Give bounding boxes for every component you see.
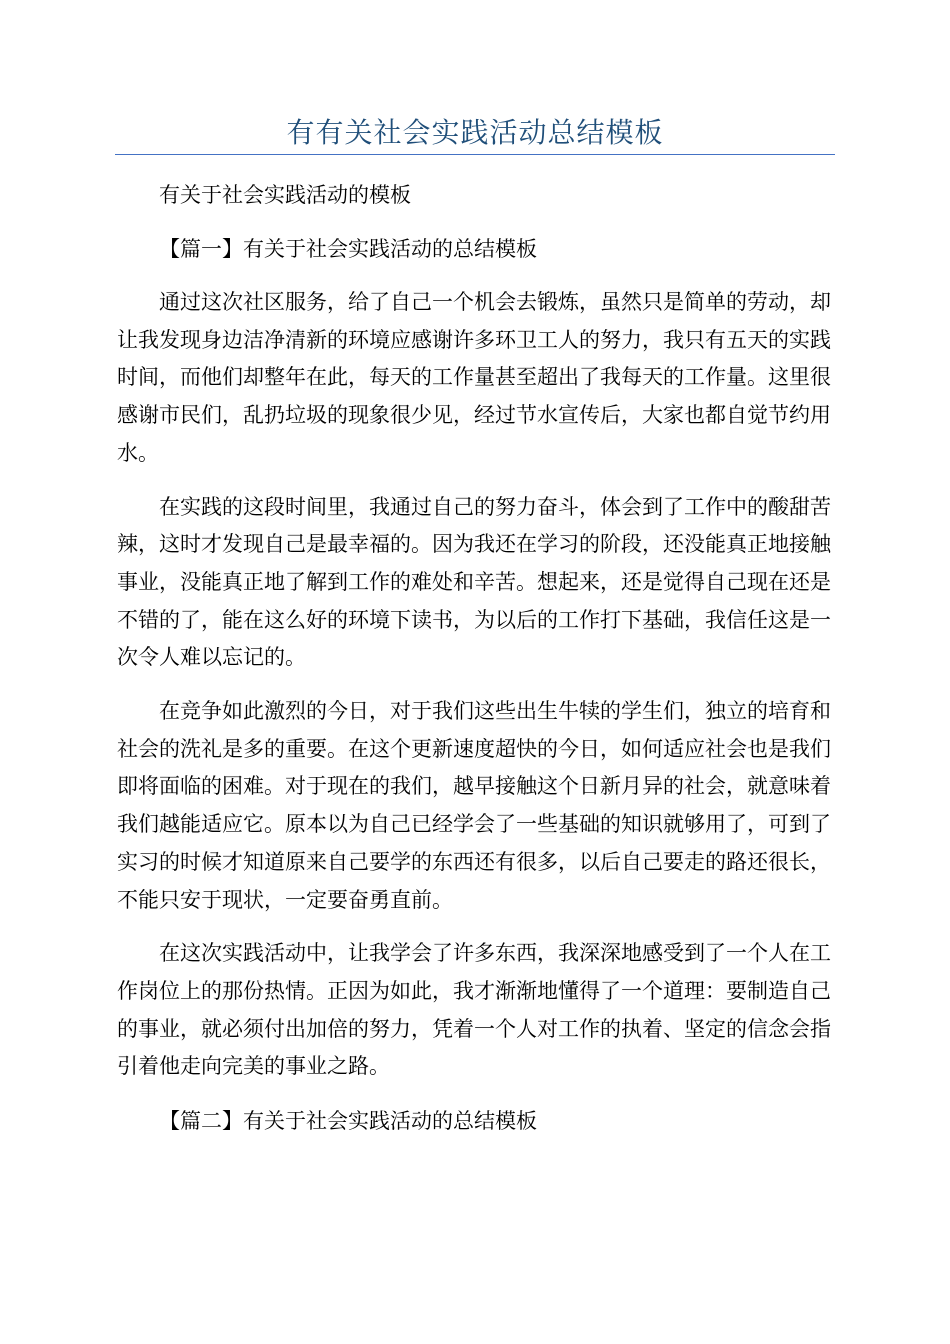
paragraph-3: 在竞争如此激烈的今日，对于我们这些出生牛犊的学生们，独立的培育和社会的洗礼是多的重要。在这个更新速度超快的今日，如何适应社会也是我们即将面临的困难。对于现在的我们，越早接触这个日新月异的社会，就意味着我们越能适应它。原本以为自己已经学会了一些基础的知识就够用了，可到了实习的时候才知道原来自己要学的东西还有很多，以后自己要走的路还很长，不能只安于现状，一定要奋勇直前。 bbox=[117, 699, 831, 912]
section-one-heading: 【篇一】有关于社会实践活动的总结模板 bbox=[159, 237, 537, 261]
subtitle: 有关于社会实践活动的模板 bbox=[159, 183, 411, 207]
paragraph-1: 通过这次社区服务，给了自己一个机会去锻炼，虽然只是简单的劳动，却让我发现身边洁净清新的环境应感谢许多环卫工人的努力，我只有五天的实践时间，而他们却整年在此，每天的工作量甚至超出了我每天的工作量。这里很感谢市民们，乱扔垃圾的现象很少见，经过节水宣传后，大家也都自觉节约用水。 bbox=[117, 290, 831, 465]
paragraph-2: 在实践的这段时间里，我通过自己的努力奋斗，体会到了工作中的酸甜苦辣，这时才发现自己是最幸福的。因为我还在学习的阶段，还没能真正地接触事业，没能真正地了解到工作的难处和辛苦。想起来，还是觉得自己现在还是不错的了，能在这么好的环境下读书，为以后的工作打下基础，我信任这是一次令人难以忘记的。 bbox=[117, 494, 831, 670]
title-underline bbox=[115, 154, 835, 155]
document-title: 有有关社会实践活动总结模板 bbox=[286, 116, 664, 149]
section-two-heading: 【篇二】有关于社会实践活动的总结模板 bbox=[159, 1109, 537, 1134]
document-body bbox=[117, 176, 831, 1140]
paragraph-4: 在这次实践活动中，让我学会了许多东西，我深深地感受到了一个人在工作岗位上的那份热情。正因为如此，我才渐渐地懂得了一个道理：要制造自己的事业，就必须付出加倍的努力，凭着一个人对工作的执着、坚定的信念会指引着他走向完美的事业之路。 bbox=[117, 941, 831, 1079]
